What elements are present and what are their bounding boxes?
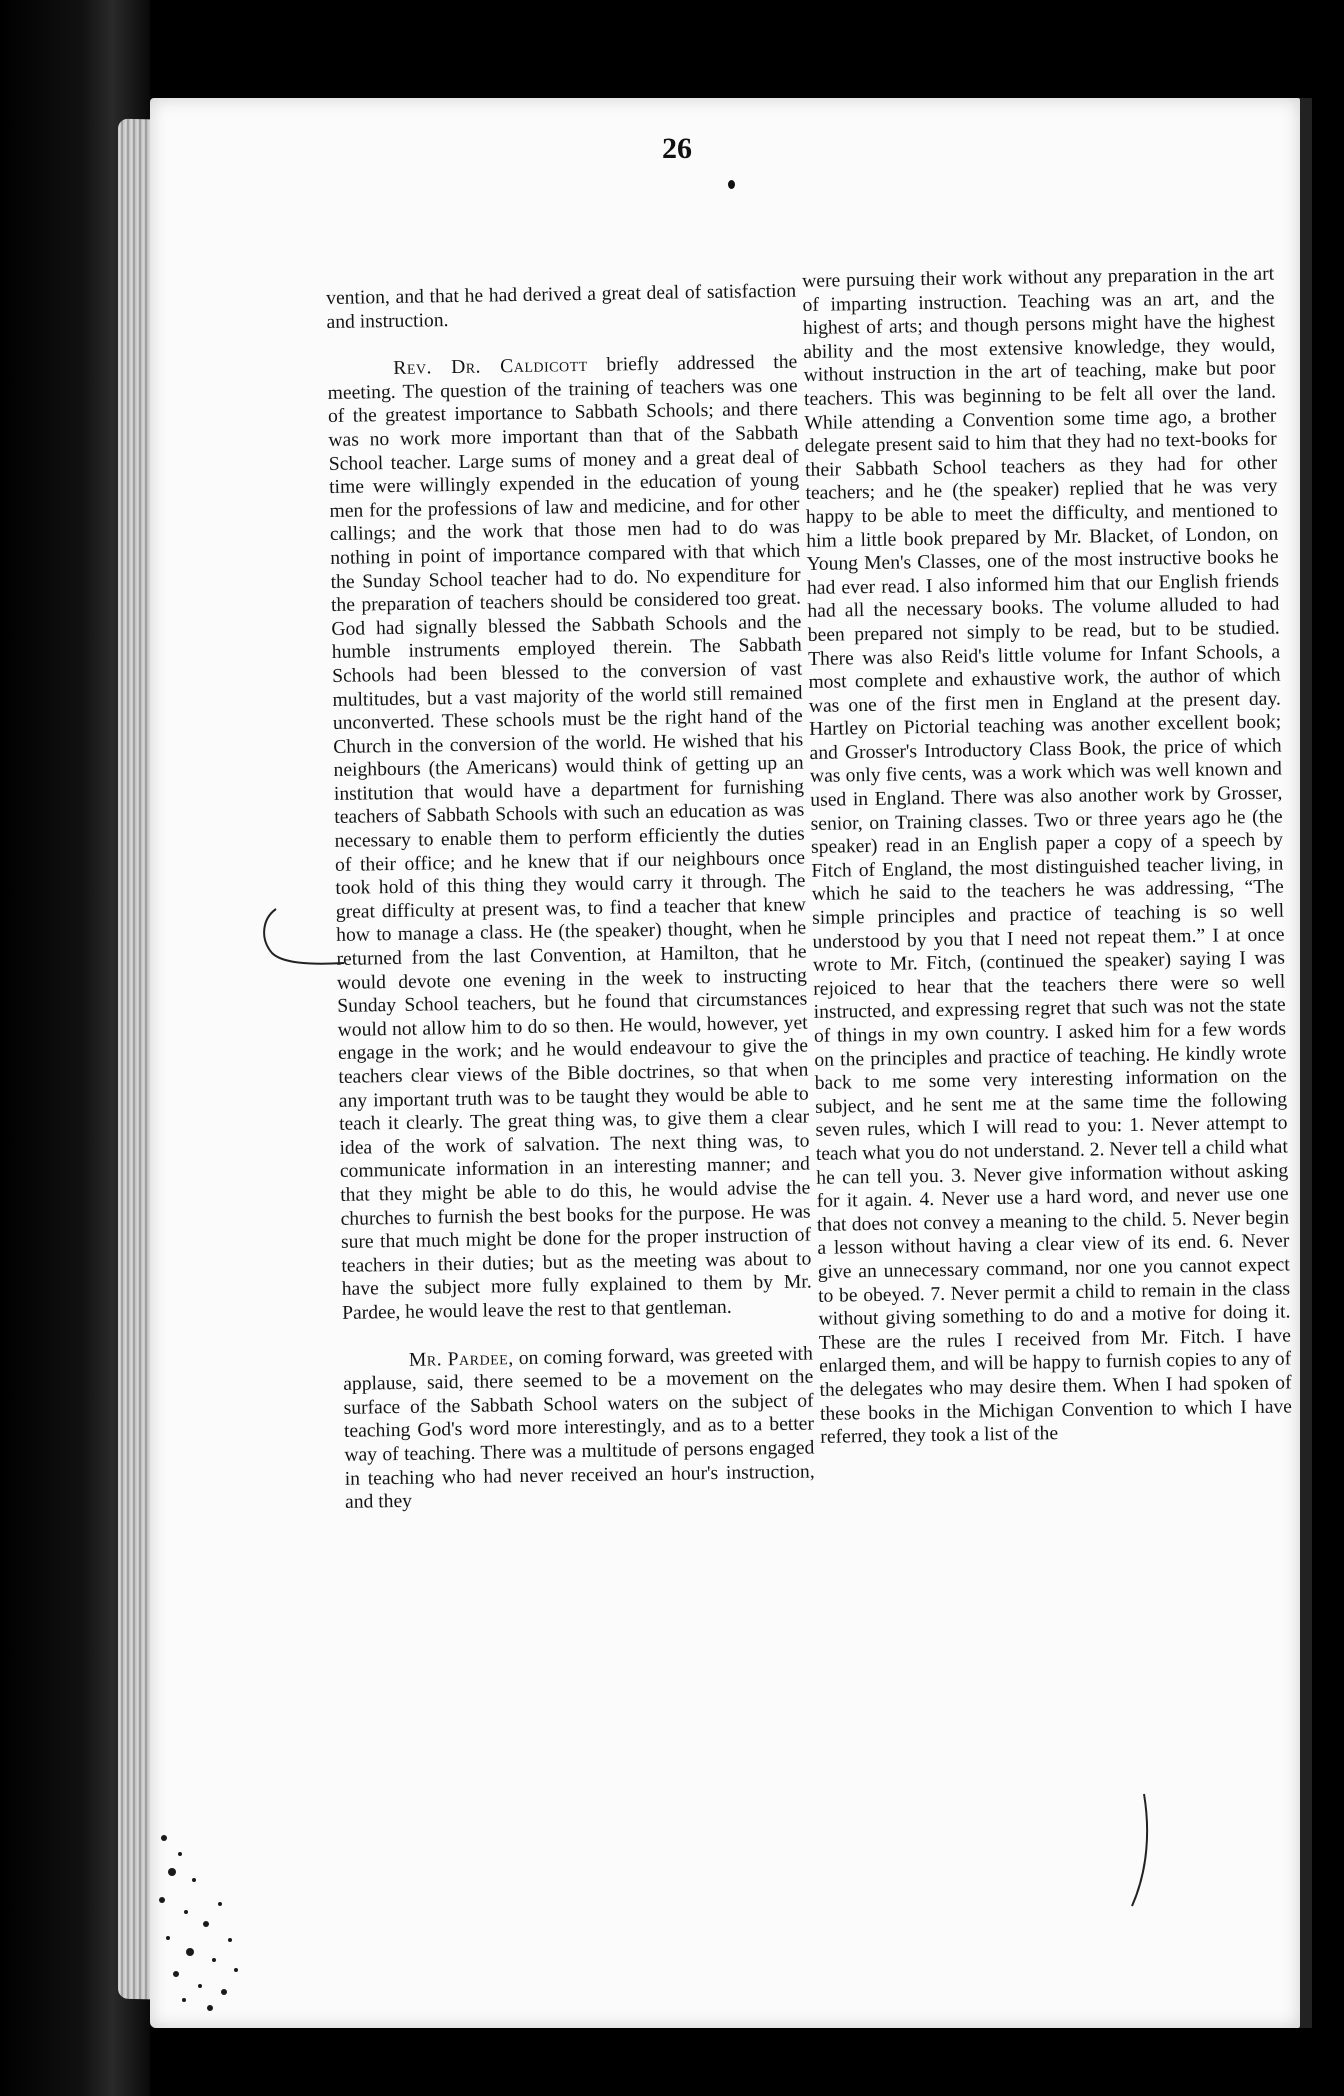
right-column (802, 263, 1292, 1450)
page-right-border (1300, 98, 1312, 2028)
page-number: 26 (662, 132, 692, 165)
paragraph-caldicott (327, 351, 812, 1326)
pencil-line-mark (1126, 1790, 1156, 1910)
paragraph-text: on coming forward, was greeted with applause, said, there seemed to be a movement on the surface of the Sabbath School waters on the subject of teaching God's word more interestingly, and as to a better way of teaching. There was a multitude of persons engaged in teaching who had never received an hour's instruction, and they (343, 1343, 815, 1513)
pencil-bracket-mark (258, 905, 348, 971)
paragraph-text: briefly addressed the meeting. The question of the training of teachers was one of the greatest importance to Sabbath Schools; and there was no work more important than that of the Sabbath School teacher. Large sums of money and a great deal of time were willingly expended in the education of young men for the professions of law and medicine, and for other callings; and the work that those men had to do was nothing in point of importance compared with that which the Sunday School teacher had to do. No expenditure for the preparation of teachers should be considered too great. God had signally blessed the Sabbath Schools and the humble instruments employed therein. The Sabbath Schools had been blessed to the conversion of vast multitudes, but a vast majority of the world still remained unconverted. These schools must be the right hand of the Church in the conversion of the world. He wished that his neighbours (the Americans) would think of getting up an institution that would have a department for furnishing teachers of Sabbath Schools with such an education as was necessary to enable them to perform efficiently the duties of their office; and he knew that if our neighbours once took hold of this thing they would carry it through. The great difficulty at present was, to find a teacher that knew how to manage a class. He (the speaker) thought, when he returned from the last Convention, at Hamilton, that he would devote one evening in the week to instructing Sunday School teachers, but he found that circumstances would not allow him to do so then. He would, however, yet engage in the work; and he would endeavour to give the teachers clear views of the Bible doctrines, so that when any important truth was to be taught they would be able to teach it clearly. The great thing was, to give them a clear idea of the work of salvation. The next thing was, to communicate information in an interesting manner; and that they might be able to do this, he would advise the churches to furnish the best books for the purpose. He was sure that much might be done for the proper instruction of teachers in their duties; but as the meeting was about to have the subject more fully explained to them by Mr. Pardee, he would leave the rest to that gentleman. (327, 351, 812, 1324)
speaker-name: Rev. Dr. Caldicott (393, 355, 588, 380)
left-column (326, 280, 815, 1515)
page-damage-speckles (150, 1820, 260, 2020)
paragraph-continuation: vention, and that he had derived a great deal of satisfaction and instruction. (326, 280, 797, 333)
ink-dot (728, 180, 735, 189)
paragraph-pardee (343, 1342, 816, 1515)
speaker-name: Mr. Pardee, (408, 1347, 514, 1371)
paragraph-continuation: were pursuing their work without any preparation in the art of imparting instruction. Teaching was an art, and the highest of arts; and though persons might have the highest ability and the most extensive knowledge, they would, without instruction in the art of teaching, make but poor teachers. This was beginning to be felt all over the land. While attending a Convention some time ago, a brother delegate present said to him that they had no text-books for their Sabbath School teachers as they had for other teachers; and he (the speaker) replied that he was very happy to be able to meet the difficulty, and mentioned to him a little book prepared by Mr. Blacket, of London, on Young Men's Classes, one of the most instructive books he had ever read. I also informed him that our English friends had all the necessary books. The volume alluded to had been prepared not simply to be read, but to be studied. There was also Reid's little volume for Infant Schools, a most complete and exhaustive work, the author of which was one of the first men in England at the present day. Hartley on Pictorial teaching was another excellent book; and Grosser's Introductory Class Book, the price of which was only five cents, was a work which was well known and used in England. There was also another work by Grosser, senior, on Training classes. Two or three years ago he (the speaker) read in an English paper a copy of a speech by Fitch of England, the most distinguished teacher living, in which he said to the teachers he was addressing, “The simple principles and practice of teaching is so well understood by you that I need not repeat them.” I at once wrote to Mr. Fitch, (continued the speaker) saying I was rejoiced to hear that the teachers there were so well instructed, and expressing regret that such was not the state of things in my own country. I asked him for a few words on the principles and practice of teaching. He kindly wrote back to me some very interesting information on the subject, and he sent me at the same time the following seven rules, which I will read to you: 1. Never attempt to teach what you do not understand. 2. Never tell a child what he can tell you. 3. Never give information without asking for it again. 4. Never use a hard word, and never use one that does not convey a meaning to the child. 5. Never begin a lesson without having a clear view of its end. 6. Never give an unnecessary command, nor one you cannot expect to be obeyed. 7. Never permit a child to remain in the class without giving something to do and a motive for doing it. These are the rules I received from Mr. Fitch. I have enlarged them, and will be happy to furnish copies to any of the delegates who may desire them. When I had spoken of these books in the Michigan Convention to which I have referred, they took a list of the (802, 263, 1293, 1448)
